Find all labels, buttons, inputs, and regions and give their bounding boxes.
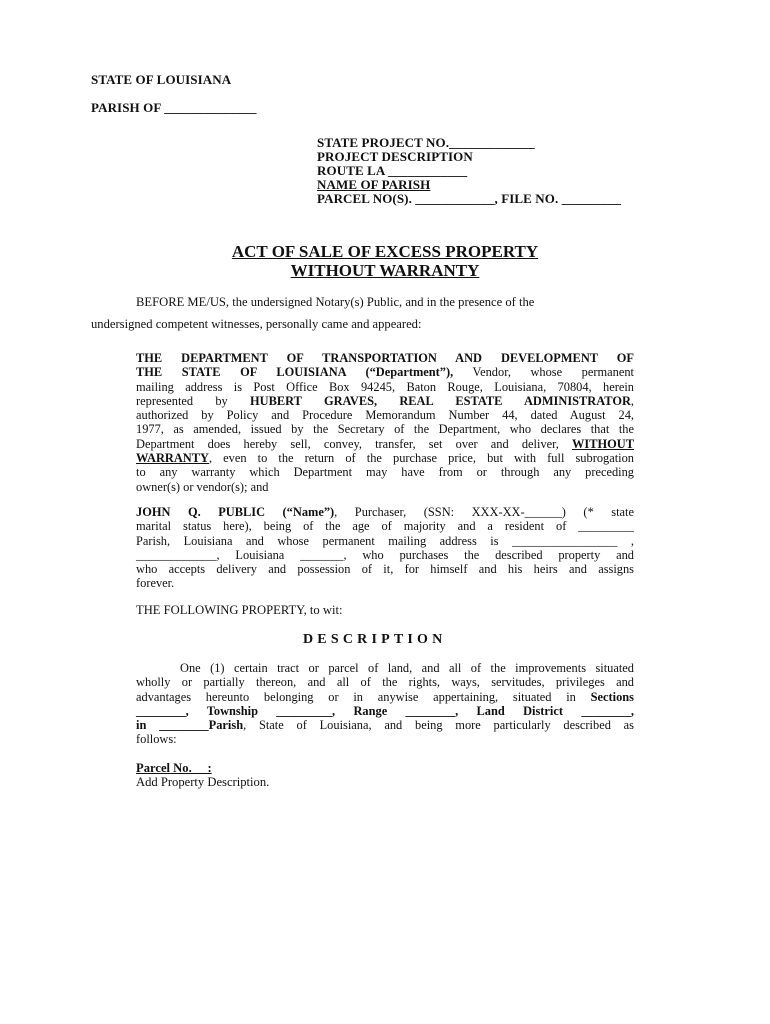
route-la: ROUTE LA ____________: [317, 163, 468, 178]
vendor-line: owner(s) or vendor(s); and: [136, 479, 269, 494]
description-heading: DESCRIPTION: [303, 632, 447, 647]
parcel-description-text: Add Property Description.: [136, 775, 270, 789]
parish-line: PARISH OF ______________: [91, 100, 257, 115]
purchaser-line: marital status here), being of the age of majority and a resident of _________: [136, 519, 634, 534]
document-title-line2: WITHOUT WARRANTY: [290, 261, 480, 280]
state-heading: STATE OF LOUISIANA: [91, 72, 232, 87]
document-title-line1: ACT OF SALE OF EXCESS PROPERTY: [231, 242, 539, 261]
following-property-line: THE FOLLOWING PROPERTY, to wit:: [136, 603, 343, 617]
description-line: wholly or partially thereon, and all of the rights, ways, servitudes, privileges and: [136, 675, 634, 690]
purchaser-line: Parish, Louisiana and whose permanent mailing address is _________________ ,: [136, 533, 634, 548]
vendor-line: 1977, as amended, issued by the Secretary of the Department, who declares that the: [136, 422, 634, 437]
intro-line2: undersigned competent witnesses, personally came and appeared:: [91, 317, 422, 331]
vendor-line: WARRANTY, even to the return of the purchase price, but with full subrogation: [136, 451, 634, 466]
description-line: advantages hereunto belonging or in anywise appertaining, situated in Sections: [136, 689, 634, 704]
description-paragraph: [136, 661, 634, 747]
purchaser-line: forever.: [136, 576, 175, 591]
parcel-file-no: PARCEL NO(S). ____________, FILE NO. _________: [317, 191, 622, 206]
project-description: PROJECT DESCRIPTION: [317, 149, 473, 164]
purchaser-line: JOHN Q. PUBLIC (“Name”), Purchaser, (SSN: XXX-XX-______) (* state: [136, 505, 634, 519]
description-line: One (1) certain tract or parcel of land, and all of the improvements situated: [180, 661, 634, 675]
description-line: in ________Parish, State of Louisiana, and being more particularly described as: [136, 718, 634, 733]
vendor-line: to any warranty which Department may have from or through any preceding: [136, 465, 634, 480]
intro-line1: BEFORE ME/US, the undersigned Notary(s) Public, and in the presence of the: [136, 295, 535, 309]
vendor-paragraph: [136, 351, 634, 494]
purchaser-paragraph: [136, 505, 634, 591]
parcel-no-label: Parcel No. :: [136, 761, 212, 775]
state-project-no: STATE PROJECT NO._____________: [317, 135, 535, 150]
description-line: ________, Township _________, Range ________, Land District ________,: [136, 703, 634, 718]
description-line: follows:: [136, 732, 177, 747]
vendor-line: Department does hereby sell, convey, transfer, set over and deliver, WITHOUT: [136, 436, 634, 451]
name-of-parish: NAME OF PARISH: [317, 177, 431, 192]
vendor-line: THE STATE OF LOUISIANA (“Department”), Vendor, whose permanent: [136, 365, 634, 380]
purchaser-line: _____________, Louisiana _______, who purchases the described property and: [136, 547, 634, 562]
vendor-line: THE DEPARTMENT OF TRANSPORTATION AND DEVELOPMENT OF: [136, 351, 634, 365]
purchaser-line: who accepts delivery and possession of it, for himself and his heirs and assigns: [136, 562, 634, 577]
vendor-line: mailing address is Post Office Box 94245, Baton Rouge, Louisiana, 70804, herein: [136, 379, 634, 394]
vendor-line: authorized by Policy and Procedure Memorandum Number 44, dated August 24,: [136, 408, 634, 423]
vendor-line: represented by HUBERT GRAVES, REAL ESTATE ADMINISTRATOR,: [136, 393, 635, 408]
